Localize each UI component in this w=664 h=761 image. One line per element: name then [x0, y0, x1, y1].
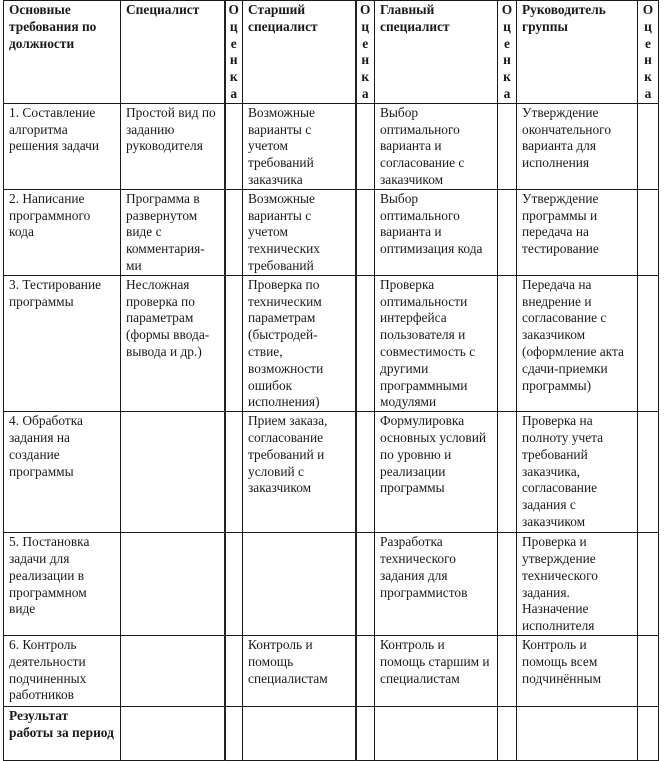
chief-specialist-cell: Выбор оптимального варианта и оптимизация кода	[375, 189, 498, 275]
job-requirements-table	[3, 0, 659, 761]
table-row	[4, 533, 659, 636]
rating-cell[interactable]	[225, 189, 243, 275]
specialist-cell	[121, 635, 225, 706]
requirement-cell: 6. Контроль деятельности подчиненных работников	[4, 635, 121, 706]
rating-cell[interactable]	[638, 706, 659, 760]
table-row	[4, 189, 659, 275]
senior-specialist-cell	[243, 533, 356, 636]
requirement-cell: 5. Постановка задачи для реализации в программном виде	[4, 533, 121, 636]
rating-cell[interactable]	[225, 533, 243, 636]
header-chief-specialist: Главный специалист	[375, 1, 498, 104]
specialist-cell: Несложная проверка по параметрам (формы ввода-вывода и др.)	[121, 275, 225, 411]
rating-cell[interactable]	[498, 189, 517, 275]
group-leader-cell: Проверка на полноту учета требований заказчика, согласование задания с заказчиком	[517, 412, 638, 533]
rating-cell[interactable]	[225, 706, 243, 760]
rating-cell[interactable]	[356, 275, 375, 411]
rating-cell[interactable]	[356, 635, 375, 706]
header-rating-2: О ц е н к а	[356, 1, 375, 104]
requirement-cell: 3. Тестирование программы	[4, 275, 121, 411]
rating-cell[interactable]	[638, 533, 659, 636]
rating-cell[interactable]	[498, 635, 517, 706]
table-row	[4, 635, 659, 706]
senior-specialist-cell	[243, 706, 356, 760]
senior-specialist-cell: Возможные варианты с учетом технических требований	[243, 189, 356, 275]
rating-cell[interactable]	[498, 412, 517, 533]
header-requirements: Основные требования по должности	[4, 1, 121, 104]
senior-specialist-cell: Проверка по техническим параметрам (быстродей-ствие, возможности ошибок исполнения)	[243, 275, 356, 411]
header-rating-3: О ц е н к а	[498, 1, 517, 104]
rating-cell[interactable]	[498, 533, 517, 636]
rating-cell[interactable]	[638, 412, 659, 533]
chief-specialist-cell	[375, 706, 498, 760]
specialist-cell	[121, 533, 225, 636]
rating-cell[interactable]	[638, 103, 659, 189]
rating-cell[interactable]	[225, 635, 243, 706]
chief-specialist-cell: Разработка технического задания для программистов	[375, 533, 498, 636]
chief-specialist-cell: Контроль и помощь старшим и специалистам	[375, 635, 498, 706]
chief-specialist-cell: Выбор оптимального варианта и согласование с заказчиком	[375, 103, 498, 189]
rating-cell[interactable]	[356, 706, 375, 760]
rating-cell[interactable]	[638, 189, 659, 275]
rating-cell[interactable]	[225, 103, 243, 189]
requirement-cell: 2. Написание программного кода	[4, 189, 121, 275]
result-row	[4, 706, 659, 760]
header-rating-4: О ц е н к а	[638, 1, 659, 104]
header-row	[4, 1, 659, 104]
rating-cell[interactable]	[356, 533, 375, 636]
specialist-cell	[121, 412, 225, 533]
group-leader-cell: Передача на внедрение и согласование с заказчиком (оформление акта сдачи-приемки программы)	[517, 275, 638, 411]
specialist-cell: Простой вид по заданию руководителя	[121, 103, 225, 189]
senior-specialist-cell: Возможные варианты с учетом требований заказчика	[243, 103, 356, 189]
rating-cell[interactable]	[498, 103, 517, 189]
header-senior-specialist: Старший специалист	[243, 1, 356, 104]
requirement-cell: 4. Обработка задания на создание программы	[4, 412, 121, 533]
rating-cell[interactable]	[638, 635, 659, 706]
rating-cell[interactable]	[356, 412, 375, 533]
group-leader-cell: Утверждение программы и передача на тестирование	[517, 189, 638, 275]
rating-cell[interactable]	[356, 103, 375, 189]
rating-cell[interactable]	[498, 706, 517, 760]
table-row	[4, 103, 659, 189]
table-row	[4, 275, 659, 411]
chief-specialist-cell: Проверка оптимальности интерфейса пользователя и совместимость с другими программными модулями	[375, 275, 498, 411]
group-leader-cell: Контроль и помощь всем подчинённым	[517, 635, 638, 706]
group-leader-cell	[517, 706, 638, 760]
senior-specialist-cell: Прием заказа, согласование требований и условий с заказчиком	[243, 412, 356, 533]
header-rating-1: О ц е н к а	[225, 1, 243, 104]
senior-specialist-cell: Контроль и помощь специалистам	[243, 635, 356, 706]
specialist-cell	[121, 706, 225, 760]
table-row	[4, 412, 659, 533]
requirement-cell: 1. Составление алгоритма решения задачи	[4, 103, 121, 189]
rating-cell[interactable]	[225, 412, 243, 533]
group-leader-cell: Проверка и утверждение технического задания. Назначение исполнителя	[517, 533, 638, 636]
rating-cell[interactable]	[356, 189, 375, 275]
header-specialist: Специалист	[121, 1, 225, 104]
rating-cell[interactable]	[225, 275, 243, 411]
specialist-cell: Программа в развернутом виде с комментария-ми	[121, 189, 225, 275]
rating-cell[interactable]	[498, 275, 517, 411]
header-group-leader: Руководитель группы	[517, 1, 638, 104]
result-label-cell: Результат работы за период	[4, 706, 121, 760]
rating-cell[interactable]	[638, 275, 659, 411]
group-leader-cell: Утверждение окончательного варианта для исполнения	[517, 103, 638, 189]
chief-specialist-cell: Формулировка основных условий по уровню и реализации программы	[375, 412, 498, 533]
